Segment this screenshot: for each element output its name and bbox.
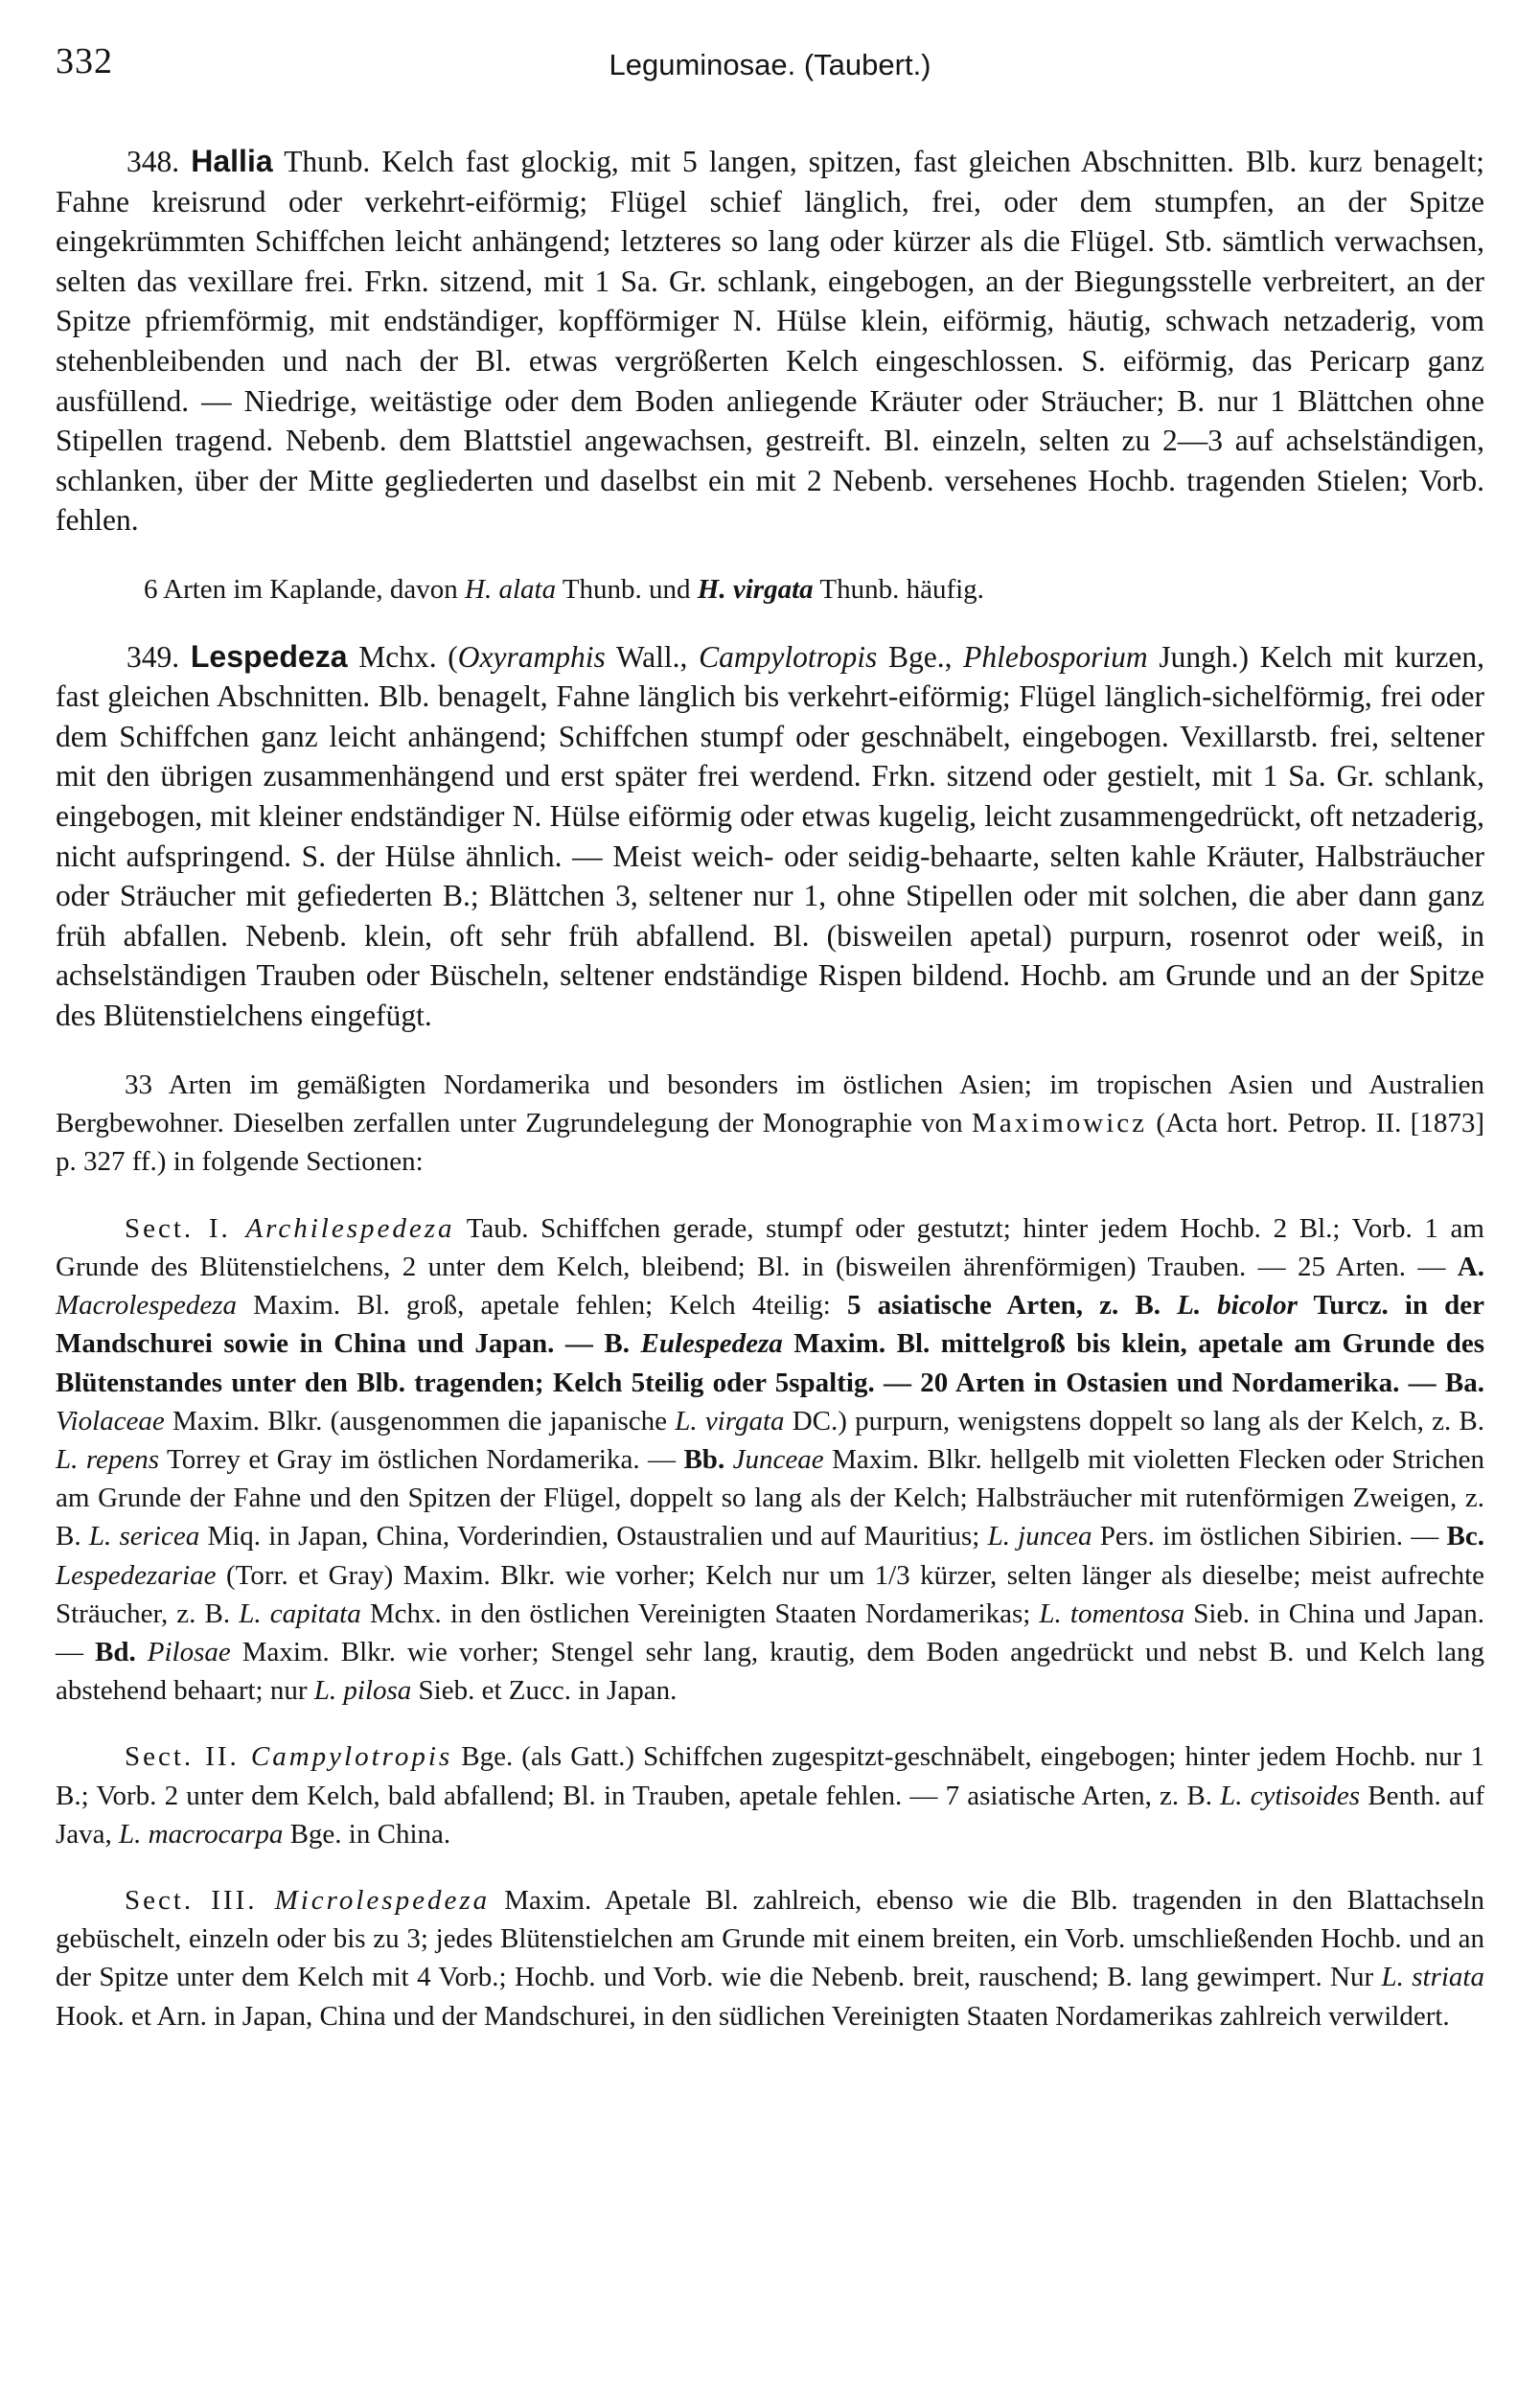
subsection-letter: A. (1457, 1251, 1484, 1282)
genus-number: 349. (126, 639, 180, 674)
genus-number: 348. (126, 145, 180, 178)
note-text: Thunb. und (556, 574, 698, 606)
section-text: Maxim. Apetale Bl. zahlreich, ebenso wie die Blb. tragenden in den Blattachseln gebüschelt, einzeln oder bis zu 3; jedes Blütenstielchen am Grunde mit einem breiten, ein Vorb. umschließenden Hochb. und an der Spitze unter dem Kelch mit 4 Vorb.; Hochb. und Vorb. wie die Nebenb. breit, rauschend; B. lang gewimpert. Nur (56, 1884, 1484, 1993)
genus-name: Lespedeza (190, 638, 348, 674)
species-name: L. juncea (987, 1521, 1092, 1552)
section-text: Hook. et Arn. in Japan, China und der Mandschurei, in den südlichen Vereinigten Staaten Nordamerikas zahlreich verwildert. (56, 2000, 1450, 2032)
section-text: DC.) purpurn, wenigstens doppelt so lang als der Kelch, z. B. (784, 1405, 1485, 1437)
section-name: Archilespedeza (245, 1212, 455, 1244)
note-text: Thunb. häufig. (813, 574, 984, 606)
synonym: Phlebosporium (963, 639, 1148, 674)
section-text: Maxim. Bl. mittelgroß bis klein, apetale am Grunde des Blütenstandes unter den Blb. tragenden; Kelch 5teilig oder 5spaltig. — 20 Arten in Ostasien und Nordamerika. — (56, 1328, 1484, 1398)
species-name: L. cytisoides (1220, 1780, 1361, 1811)
genus-349-overview (56, 1066, 1484, 1182)
subsection-name: Eulespedeza (630, 1328, 783, 1360)
section-text: Benth. auf Java, (56, 1780, 1484, 1850)
section-text: Torrey et Gray im östlichen Nordamerika. — (159, 1443, 684, 1475)
section-name: Microlespedeza (274, 1884, 491, 1916)
species-name: L. sericea (88, 1521, 200, 1552)
species-name: H. alata (465, 574, 557, 606)
section-text: Turcz. in der Mandschurei sowie in China und Japan. — (56, 1290, 1484, 1360)
subsection-letter: Bd. (95, 1636, 136, 1667)
section-name: Campylotropis (250, 1741, 453, 1773)
section-1 (56, 1209, 1484, 1711)
author-name: Maximowicz (972, 1108, 1148, 1139)
subsection-name: Junceae (724, 1443, 824, 1475)
genus-348-note (56, 570, 1484, 609)
subsection-name: Lespedezariae (56, 1559, 217, 1591)
synonym-author: Wall., (605, 639, 700, 674)
species-name: L. repens (56, 1443, 160, 1475)
section-text: Maxim. Blkr. (ausgenommen die japanische (164, 1405, 676, 1437)
section-text: Taub. Schiffchen gerade, stumpf oder gestutzt; hinter jedem Hochb. 2 Bl.; Vorb. 1 am Grunde des Blütenstielchens, 2 unter dem Kelch, bleibend; Bl. in (bisweilen ährenförmigen) Trauben. — 25 Arten. — (56, 1212, 1484, 1282)
section-text: Maxim. Blkr. wie vorher; Stengel sehr lang, krautig, dem Boden angedrückt und nebst B. und Kelch lang abstehend behaart; nur (56, 1636, 1485, 1707)
subsection-name: Macrolespedeza (56, 1290, 237, 1322)
species-name: L. capitata (239, 1598, 361, 1629)
genus-348-description (56, 142, 1484, 540)
section-text: Sieb. in China und Japan. — (56, 1598, 1485, 1667)
subsection-letter: B. (604, 1328, 631, 1360)
genus-text: Thunb. Kelch fast glockig, mit 5 langen, spitzen, fast gleichen Abschnitten. Blb. kurz benagelt; Fahne kreisrund oder verkehrt-eiförmig; Flügel schief länglich, frei, oder dem stumpfen, an der Spitze eingekrümmten Schiffchen leicht anhängend; letzteres so lang oder kürzer als die Flügel. Stb. sämtlich verwachsen, selten das vexillare frei. Frkn. sitzend, mit 1 Sa. Gr. schlank, eingebogen, an der Biegungsstelle verbreitert, an der Spitze pfriemförmig, mit endständiger, kopfförmiger N. Hülse klein, eiförmig, häutig, schwach netzaderig, vom stehenbleibenden und nach der Bl. etwas vergrößerten Kelch eingeschlossen. S. eiförmig, das Pericarp ganz ausfüllend. — Niedrige, weitästige oder dem Boden anliegende Kräuter oder Sträucher; B. nur 1 Blättchen ohne Stipellen tragend. Nebenb. dem Blattstiel angewachsen, gestreift. Bl. einzeln, selten zu 2—3 auf achselständigen, schlanken, über der Mitte gegliederten und daselbst ein mit 2 Nebenb. versehenes Hochb. tragenden Stielen; Vorb. fehlen. (56, 145, 1484, 538)
section-text: Miq. in Japan, China, Vorderindien, Ostaustralien und auf Mauritius; (199, 1521, 988, 1552)
species-name: H. virgata (697, 574, 814, 606)
section-label: Sect. III. (125, 1884, 275, 1916)
species-name: L. macrocarpa (119, 1818, 284, 1850)
section-text: Maxim. Bl. groß, apetale fehlen; Kelch 4teilig: (236, 1290, 847, 1322)
overview-text: 33 Arten im gemäßigten Nordamerika und besonders im östlichen Asien; im tropischen Asien und Australien Bergbewohner. Dieselben zerfallen unter Zugrundelegung der Monographie von (56, 1069, 1484, 1139)
synonym-author: Bge., (877, 639, 964, 674)
species-name: L. bicolor (1177, 1290, 1298, 1322)
subsection-letter: Bb. (683, 1443, 725, 1475)
section-text: Bge. (als Gatt.) Schiffchen zugespitzt-geschnäbelt, eingebogen; hinter jedem Hochb. nur 1 B.; Vorb. 2 unter dem Kelch, bald abfallend; Bl. in Trauben, apetale fehlen. — 7 asiatische Arten, z. B. (56, 1741, 1484, 1811)
genus-349-description (56, 637, 1484, 1036)
section-text: Bge. in China. (283, 1818, 451, 1850)
synonym: Oxyramphis (457, 639, 606, 674)
section-2 (56, 1737, 1484, 1853)
subsection-letter: Bc. (1446, 1521, 1484, 1552)
species-name: L. virgata (675, 1405, 785, 1437)
page-number: 332 (56, 41, 113, 81)
section-text: Maxim. Blkr. hellgelb mit violetten Flecken oder Strichen am Grunde der Fahne und den Spitzen der Flügel, doppelt so lang als der Kelch; Halbsträucher mit rutenförmigen Zweigen, z. B. (56, 1443, 1484, 1552)
species-name: L. tomentosa (1039, 1598, 1185, 1629)
subsection-letter: Ba. (1444, 1367, 1484, 1398)
section-text: 5 asiatische Arten, z. B. (846, 1290, 1178, 1322)
section-text: (Torr. et Gray) Maxim. Blkr. wie vorher; Kelch nur um 1/3 kürzer, selten länger als dieselbe; meist aufrechte Sträucher, z. B. (56, 1559, 1484, 1629)
genus-author: Mchx. ( (347, 639, 458, 674)
species-name: L. striata (1381, 1962, 1484, 1993)
note-text: 6 Arten im Kaplande, davon (144, 574, 466, 606)
page-header (56, 34, 1484, 102)
species-name: L. pilosa (313, 1675, 412, 1707)
section-label: Sect. II. (125, 1741, 251, 1773)
section-label: Sect. I. (125, 1212, 246, 1244)
genus-text: Jungh.) Kelch mit kurzen, fast gleichen Abschnitten. Blb. benagelt, Fahne länglich bis verkehrt-eiförmig; Flügel länglich-sichelförmig, frei oder dem Schiffchen ganz leicht anhängend; Schiffchen stumpf oder geschnäbelt, eingebogen. Vexillarstb. frei, seltener mit den übrigen zusammenhängend und erst später frei werdend. Frkn. sitzend oder gestielt, mit 1 Sa. Gr. schlank, eingebogen, mit kleiner endständiger N. Hülse eiförmig oder etwas kugelig, leicht zusammengedrückt, oft netzaderig, nicht aufspringend. S. der Hülse ähnlich. — Meist weich- oder seidig-behaarte, selten kahle Kräuter, Halbsträucher oder Sträucher mit gefiederten B.; Blättchen 3, seltener nur 1, ohne Stipellen oder mit solchen, die aber dann ganz früh abfallen. Nebenb. klein, oft sehr früh abfallend. Bl. (bisweilen apetal) purpurn, rosenrot oder weiß, in achselständigen Trauben oder Büscheln, seltener endständige Rispen bildend. Hochb. am Grunde und an der Spitze des Blütenstielchens eingefügt. (56, 639, 1485, 1032)
section-text: Mchx. in den östlichen Vereinigten Staaten Nordamerikas; (360, 1598, 1040, 1629)
synonym: Campylotropis (699, 639, 878, 674)
subsection-name: Pilosae (135, 1636, 231, 1667)
running-head: Leguminosae. (Taubert.) (609, 48, 931, 81)
subsection-name: Violaceae (56, 1405, 165, 1437)
overview-text: (Acta hort. Petrop. II. [1873] p. 327 ff.) in folgende Sectionen: (56, 1108, 1484, 1178)
section-text: Sieb. et Zucc. in Japan. (411, 1675, 678, 1707)
section-3 (56, 1881, 1484, 2035)
section-text: Pers. im östlichen Sibirien. — (1092, 1521, 1447, 1552)
genus-name: Hallia (191, 144, 273, 178)
